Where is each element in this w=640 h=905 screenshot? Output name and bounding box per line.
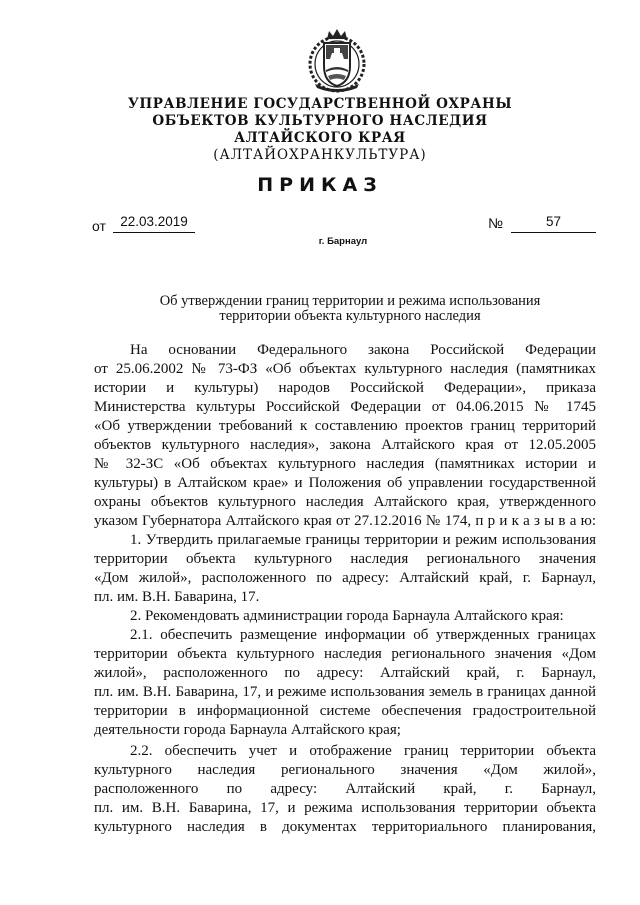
org-short-name: (АЛТАЙОХРАНКУЛЬТУРА) [213,147,427,163]
altai-krai-coat-of-arms-icon [307,26,367,94]
body-line: территории объекта культурного наследия регионального значения [94,551,596,567]
body-line: культуры) в Алтайском крае» и Положения об управлении государственной [94,475,596,491]
org-name-line-2: ОБЪЕКТОВ КУЛЬТУРНОГО НАСЛЕДИЯ [152,113,488,129]
number-label: № [488,215,504,231]
body-line: культурного наследия в документах территориального планирования, [94,819,596,835]
body-line: истории и культуры) народов Российской Федерации», приказа [94,380,596,396]
body-line: территории объекта культурного наследия регионального значения «Дом [94,646,596,662]
subject-line-2: территории объекта культурного наследия [219,308,481,324]
body-line: 2. Рекомендовать администрации города Барнаула Алтайского края: [130,608,564,624]
document-type-title: ПРИКАЗ [257,174,383,196]
body-line: 1. Утвердить прилагаемые границы территории и режим использования [130,532,596,548]
body-line: № 32-ЗС «Об объектах культурного наследия (памятниках истории и [94,456,596,472]
body-line: от 25.06.2002 № 73-ФЗ «Об объектах культурного наследия (памятниках [94,361,596,377]
body-line: На основании Федерального закона Российской Федерации [130,342,596,358]
order-subject [100,294,600,324]
body-line: деятельности города Барнаула Алтайского края; [94,722,401,738]
body-line: пл. им. В.Н. Баварина, 17. [94,589,260,605]
body-line: пл. им. В.Н. Баварина, 17, и режима использования территории объекта [94,800,596,816]
org-name-line-3: АЛТАЙСКОГО КРАЯ [234,130,406,146]
body-line: территории в информационной системе обеспечения градостроительной [94,703,596,719]
body-line: «Об утверждении требований к составлению проектов границ территорий [94,418,596,434]
body-line: Министерства культуры Российской Федерации от 04.06.2015 № 1745 [94,399,596,415]
subject-line-1: Об утверждении границ территории и режима использования [159,293,541,309]
body-line: жилой», расположенного по адресу: Алтайский край, г. Барнаул, [94,665,596,681]
order-number: 57 [511,214,596,233]
body-line: 2.1. обеспечить размещение информации об утвержденных границах [130,627,596,643]
order-date: 22.03.2019 [113,214,195,233]
body-line: «Дом жилой», расположенного по адресу: Алтайский край, г. Барнаул, [94,570,596,586]
body-line: расположенного по адресу: Алтайский край, г. Барнаул, [94,781,596,797]
body-line: охраны объектов культурного наследия Алтайского края, утвержденного [94,494,596,510]
city-label: г. Барнаул [318,236,368,247]
body-line: культурного наследия регионального значения «Дом жилой», [94,762,596,778]
body-line: объектов культурного наследия», закона Алтайского края от 12.05.2005 [94,437,596,453]
body-line: 2.2. обеспечить учет и отображение границ территории объекта [130,743,596,759]
date-label: от [92,218,106,234]
org-name-line-1: УПРАВЛЕНИЕ ГОСУДАРСТВЕННОЙ ОХРАНЫ [127,96,513,112]
body-line: указом Губернатора Алтайского края от 27.12.2016 № 174, п р и к а з ы в а ю: [94,513,596,529]
body-line: пл. им. В.Н. Баварина, 17, и режиме использования земель в границах данной [94,684,596,700]
